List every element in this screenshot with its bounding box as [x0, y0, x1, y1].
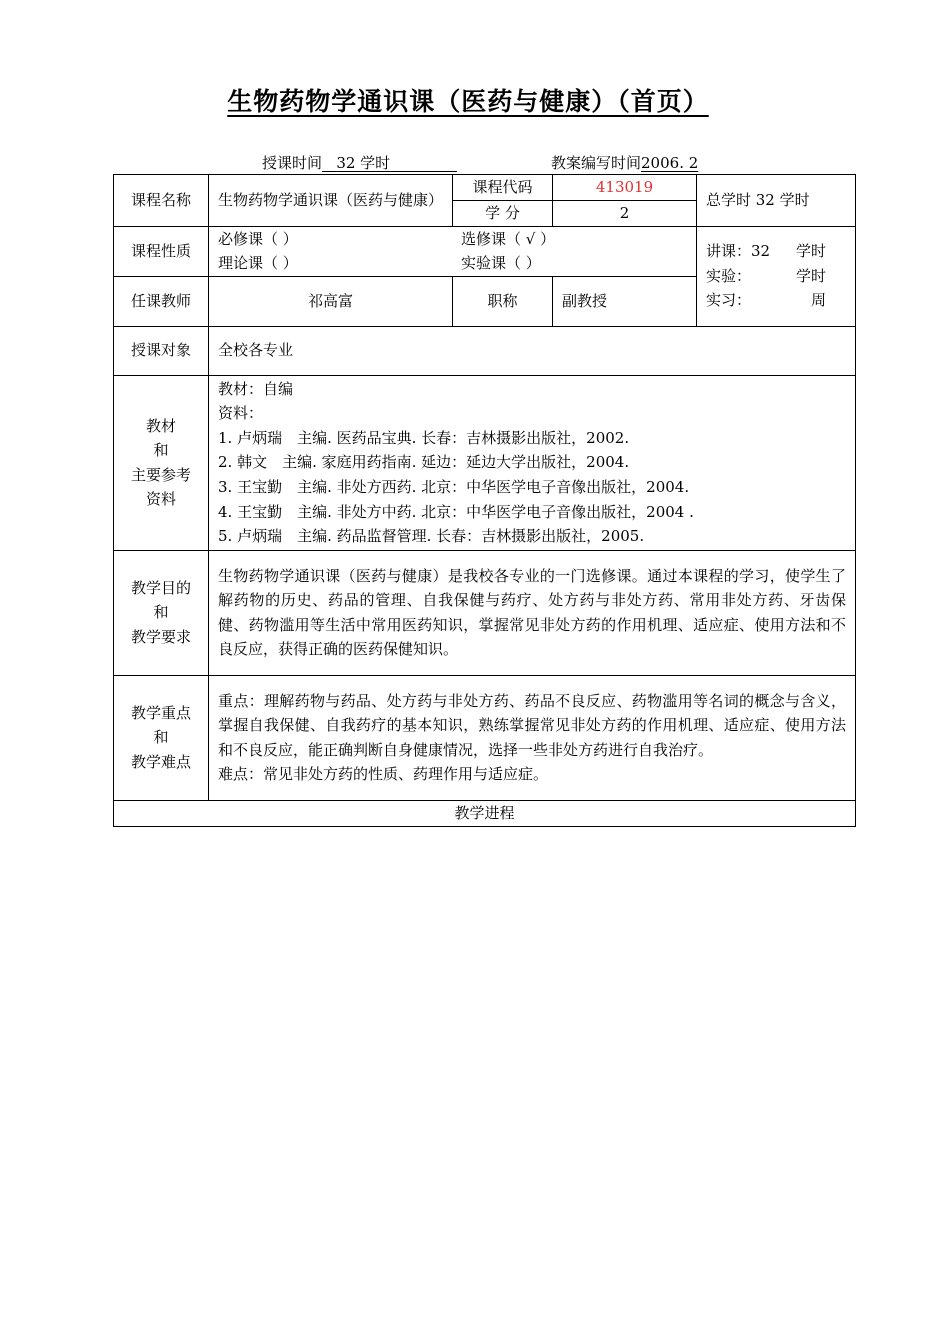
compile-date: [551, 152, 698, 173]
course-info-table: [113, 174, 856, 827]
compile-date-value: 2006. 2: [641, 154, 699, 172]
materials-label: 教材 和 主要参考 资料: [114, 375, 209, 550]
materials-line: 教材：自编: [218, 379, 294, 398]
teaching-hours-label: 授课时间: [262, 154, 323, 172]
reference-item: 2. 韩文 主编. 家庭用药指南. 延边：延边大学出版社，2004.: [218, 453, 630, 472]
experiment-hours: 实验： 学时: [706, 266, 826, 285]
required-course: 必修课（ ）: [218, 229, 298, 248]
course-code: 413019: [553, 175, 697, 201]
audience-label: 授课对象: [114, 326, 209, 375]
reference-item: 4. 王宝勤 主编. 非处方中药. 北京：中华医学电子音像出版社，2004 .: [218, 502, 694, 521]
job-title: 副教授: [553, 276, 697, 326]
audience: 全校各专业: [209, 326, 856, 375]
course-name: 生物药物学通识课（医药与健康）: [209, 175, 453, 227]
lab-course: 实验课（ ）: [461, 254, 541, 273]
lecture-hours: 讲课：32 学时: [706, 242, 826, 261]
course-nature: [209, 226, 697, 276]
credit-value: 2: [553, 201, 697, 227]
difficulties-text: 难点：常见非处方药的性质、药理作用与适应症。: [218, 765, 549, 784]
job-title-label: 职称: [453, 276, 553, 326]
compile-date-label: 教案编写时间: [551, 154, 642, 172]
credit-label: 学 分: [453, 201, 553, 227]
keypoints-text: 重点：理解药物与药品、处方药与非处方药、药品不良反应、药物滥用等名词的概念与含义，掌握自我保健、自我药疗的基本知识，熟练掌握常见非处方药的作用机理、适应症、使用方法和不良反应，能正确判断自身健康情况，选择一些非处方药进行自我治疗。: [218, 691, 846, 759]
nature-row-1: [218, 227, 687, 252]
reference-item: 1. 卢炳瑞 主编. 医药品宝典. 长春：吉林摄影出版社，2002.: [218, 428, 630, 447]
course-code-label: 课程代码: [453, 175, 553, 201]
total-hours: 总学时 32 学时: [697, 175, 856, 227]
teacher-name: 祁高富: [209, 276, 453, 326]
reference-item: 3. 王宝勤 主编. 非处方西药. 北京：中华医学电子音像出版社，2004.: [218, 478, 690, 497]
hours-breakdown: [697, 226, 856, 326]
nature-row-2: [218, 251, 687, 276]
keypoints-cell: [209, 675, 856, 800]
page-title: 生物药物学通识课（医药与健康）（首页）: [227, 87, 709, 116]
keypoints-label: 教学重点 和 教学难点: [114, 675, 209, 800]
objectives-label: 教学目的 和 教学要求: [114, 550, 209, 675]
practice-weeks: 实习： 周: [706, 291, 826, 310]
teaching-hours-value: 32 学时: [336, 154, 391, 172]
teaching-hours: [262, 152, 457, 173]
materials-list: [209, 375, 856, 550]
elective-course: 选修课（ √ ）: [461, 229, 556, 248]
teaching-process-header: 教学进程: [114, 800, 856, 826]
objectives-text: 生物药物学通识课（医药与健康）是我校各专业的一门选修课。通过本课程的学习，使学生了解药物的历史、药品的管理、自我保健与药疗、处方药与非处方药、常用非处方药、牙齿保健、药物滥用等生活中常用医药知识，掌握常见非处方药的作用机理、适应症、使用方法和不良反应，获得正确的医药保健知识。: [209, 550, 856, 675]
page-title-wrap: [0, 82, 950, 118]
materials-line: 资料：: [218, 404, 264, 423]
reference-item: 5. 卢炳瑞 主编. 药品监督管理. 长春：吉林摄影出版社，2005.: [218, 527, 645, 546]
teacher-label: 任课教师: [114, 276, 209, 326]
theory-course: 理论课（ ）: [218, 254, 298, 273]
course-nature-label: 课程性质: [114, 226, 209, 276]
course-name-label: 课程名称: [114, 175, 209, 227]
